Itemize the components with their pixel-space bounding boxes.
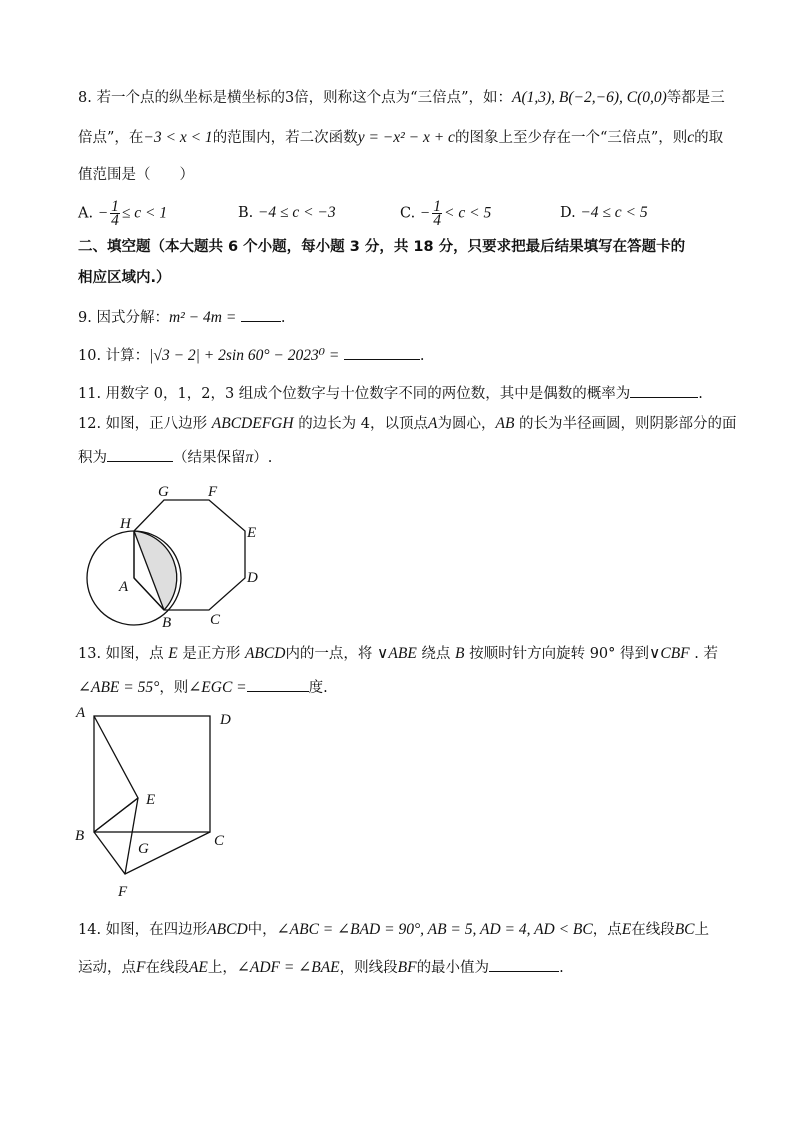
label-c: C (210, 612, 221, 628)
label-a: A (119, 579, 129, 595)
q12-line1: 12. 如图，正八边形 ABCDEFGH 的边长为 4，以顶点A为圆心，AB 的长为半径画圆，则阴影部分的面 (78, 415, 737, 432)
q8-line2: 倍点”，在−3 < x < 1的范围内，若二次函数y = −x² − x + c的图象上至少存在一个“三倍点”，则c的取 (78, 129, 724, 146)
q13-line2: ∠ABE = 55°，则∠EGC = 度. (78, 676, 328, 698)
label-g: G (158, 484, 169, 500)
triangle-cbf (94, 832, 210, 874)
section-heading-cont: 相应区域内.） (78, 270, 171, 286)
section-heading: 二、填空题（本大题共 6 个小题，每小题 3 分，共 18 分，只要求把最后结果填写在答题卡的 (78, 239, 686, 255)
label-b: B (75, 828, 85, 844)
q14-line2: 运动，点F在线段AE上，∠ADF = ∠BAE，则线段BF的最小值为 . (78, 956, 564, 978)
label-d: D (247, 570, 258, 586)
q14-line1: 14. 如图，在四边形ABCD中，∠ABC = ∠BAD = 90°, AB = 5, AD = 4, AD < BC，点E在线段BC上 (78, 921, 710, 938)
q13-line1: 13. 如图，点 E 是正方形 ABCD内的一点，将 ∨ABE 绕点 B 按顺时针方向旋转 90° 得到∨CBF . 若 (78, 645, 718, 662)
answer-blank[interactable] (489, 956, 559, 972)
q12-line2: 积为 （结果保留π）. (78, 446, 272, 468)
q8-option-d[interactable]: D. −4 ≤ c < 5 (560, 204, 648, 221)
q8-line1: 8. 若一个点的纵坐标是横坐标的3倍，则称这个点为“三倍点”，如：A(1,3), B(−2,−6), C(0,0)等都是三 (78, 89, 725, 106)
q9: 9. 因式分解：m² − 4m = . (78, 306, 286, 328)
q11: 11. 用数字 0，1，2，3 组成个位数字与十位数字不同的两位数，其中是偶数的概率为 . (78, 382, 703, 404)
label-b: B (162, 615, 172, 631)
label-g: G (138, 841, 149, 857)
q8-line3: 值范围是（ ） (78, 167, 194, 183)
q8-option-c[interactable]: C. − $\frac{1}{4}$ < c < 5 (400, 198, 492, 229)
label-h: H (120, 516, 131, 532)
q8-option-a[interactable]: A. − $\frac{1}{4}$ ≤ c < 1 (78, 198, 168, 229)
label-f: F (118, 884, 128, 900)
square (94, 716, 210, 832)
q8-function: y = −x² − x + c (357, 129, 455, 146)
q8-range: −3 < x < 1 (143, 129, 213, 146)
q10: 10. 计算：|√3 − 2| + 2sin 60° − 2023⁰ = . (78, 344, 425, 366)
q8-option-b[interactable]: B. −4 ≤ c < −3 (238, 204, 336, 221)
label-e: E (247, 525, 257, 541)
label-c: C (214, 833, 225, 849)
label-e: E (146, 792, 156, 808)
fraction: $\frac{1}{4}$ (433, 198, 442, 229)
label-d: D (220, 712, 231, 728)
q8-points: A(1,3), B(−2,−6), C(0,0) (512, 89, 667, 106)
label-f: F (208, 484, 218, 500)
fraction: $\frac{1}{4}$ (111, 198, 119, 229)
label-a: A (76, 705, 86, 721)
